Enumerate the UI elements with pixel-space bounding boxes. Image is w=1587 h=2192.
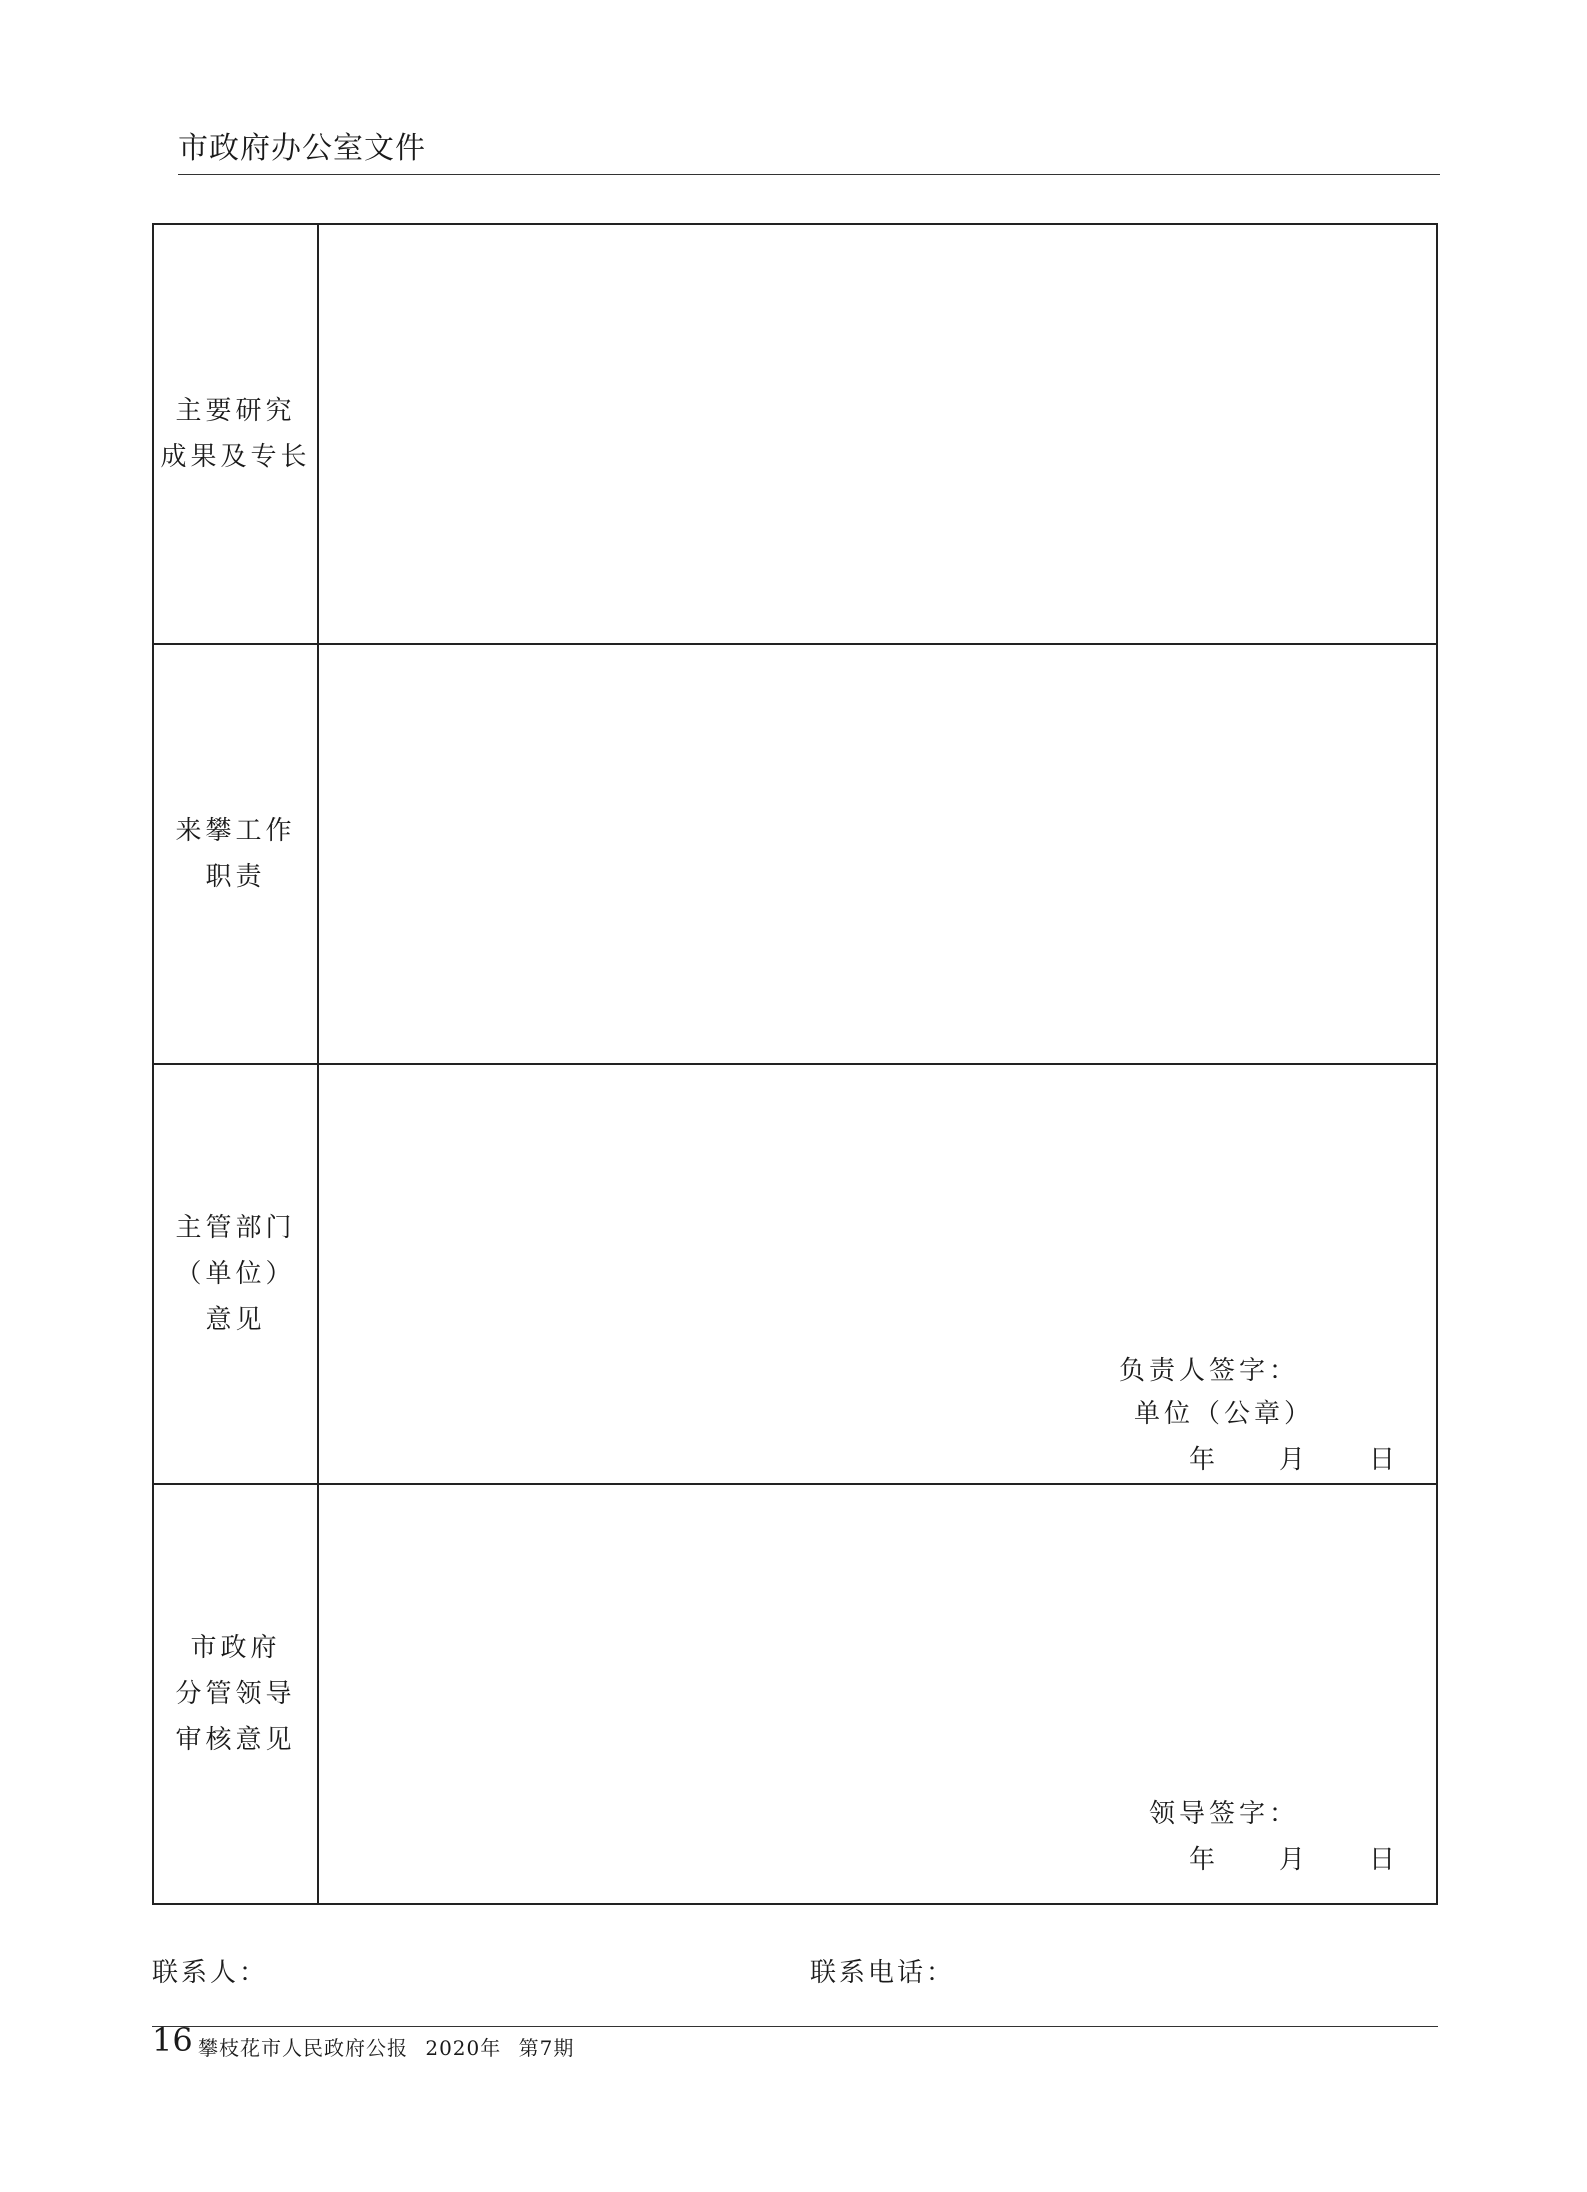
journal-name: 攀枝花市人民政府公报 — [198, 2036, 408, 2060]
leader-signature-label: 领导签字： — [1149, 1799, 1300, 1829]
field-work-duties[interactable] — [318, 644, 1437, 1064]
form-row-leader-opinion — [153, 1484, 1437, 1904]
department-date-line: 年 月 日 — [1189, 1445, 1400, 1475]
page-footer-divider — [152, 2026, 1438, 2027]
label-research-achievements: 主要研究 成果及专长 — [153, 224, 318, 644]
document-header-title: 市政府办公室文件 — [178, 131, 426, 166]
journal-issue: 第7期 — [518, 2036, 575, 2060]
journal-year: 2020年 — [425, 2036, 502, 2060]
leader-date-line: 年 月 日 — [1189, 1845, 1400, 1875]
responsible-person-signature-label: 负责人签字： — [1119, 1356, 1300, 1386]
label-department-opinion: 主管部门 （单位） 意见 — [153, 1064, 318, 1484]
field-research-achievements[interactable] — [318, 224, 1437, 644]
leader-signature-block — [319, 1485, 1436, 1903]
label-work-duties: 来攀工作 职责 — [153, 644, 318, 1064]
field-department-opinion[interactable] — [318, 1064, 1437, 1484]
journal-info — [198, 2032, 574, 2061]
contact-person-label: 联系人： — [152, 1958, 269, 1988]
label-leader-review-opinion: 市政府 分管领导 审核意见 — [153, 1484, 318, 1904]
contact-phone-label: 联系电话： — [810, 1958, 956, 1988]
form-row-department-opinion — [153, 1064, 1437, 1484]
page-number: 16 — [152, 2021, 193, 2059]
unit-seal-label: 单位（公章） — [1134, 1399, 1315, 1429]
header-divider — [178, 174, 1440, 175]
application-form-table — [152, 223, 1438, 1905]
field-leader-review-opinion[interactable] — [318, 1484, 1437, 1904]
form-row-duties — [153, 644, 1437, 1064]
department-signature-block — [319, 1065, 1436, 1483]
form-row-research — [153, 224, 1437, 644]
